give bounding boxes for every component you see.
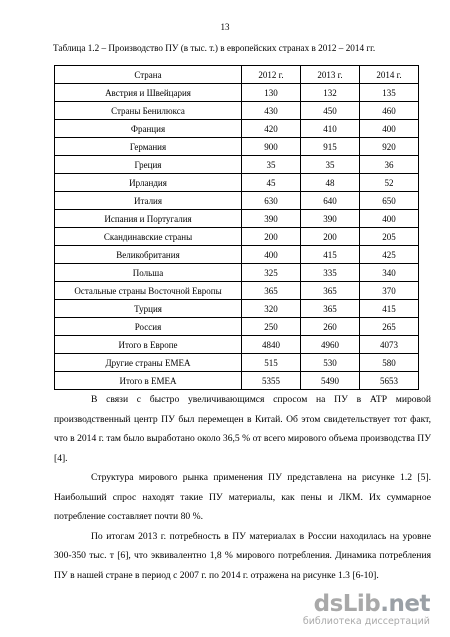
table-header-row — [55, 66, 419, 84]
table-cell-value: 580 — [360, 354, 419, 372]
table-cell-value: 390 — [242, 210, 301, 228]
table-cell-value: 335 — [301, 264, 360, 282]
table-row — [55, 210, 419, 228]
table-cell-country: Польша — [55, 264, 242, 282]
table-cell-value: 920 — [360, 138, 419, 156]
table-cell-value: 48 — [301, 174, 360, 192]
table-cell-value: 200 — [301, 228, 360, 246]
table-cell-value: 365 — [301, 282, 360, 300]
table-cell-country: Остальные страны Восточной Европы — [55, 282, 242, 300]
table-cell-value: 365 — [301, 300, 360, 318]
table-cell-value: 415 — [360, 300, 419, 318]
paragraph: Структура мирового рынка применения ПУ представлена на рисунке 1.2 [5]. Наибольший спрос находят такие ПУ материалы, как пены и ЛКМ. Их суммарное потребление составляет почти 80 %. — [54, 472, 431, 522]
watermark-logo — [303, 592, 430, 616]
table-cell-value: 135 — [360, 84, 419, 102]
table-row — [55, 318, 419, 336]
table-cell-value: 430 — [242, 102, 301, 120]
table-cell-country: Германия — [55, 138, 242, 156]
watermark — [303, 592, 430, 627]
table-body — [55, 84, 419, 390]
header-cell-2014: 2014 г. — [360, 66, 419, 84]
table-cell-value: 410 — [301, 120, 360, 138]
table-cell-value: 400 — [360, 120, 419, 138]
table-cell-value: 630 — [242, 192, 301, 210]
table-row — [55, 264, 419, 282]
table-cell-value: 650 — [360, 192, 419, 210]
table-row — [55, 192, 419, 210]
table-cell-country: Итого в Европе — [55, 336, 242, 354]
table-row — [55, 228, 419, 246]
table-cell-value: 365 — [242, 282, 301, 300]
table-cell-country: Греция — [55, 156, 242, 174]
table-cell-value: 265 — [360, 318, 419, 336]
body-text — [54, 390, 431, 585]
table-cell-value: 390 — [301, 210, 360, 228]
table-cell-value: 370 — [360, 282, 419, 300]
table-cell-value: 4073 — [360, 336, 419, 354]
table-cell-country: Австрия и Швейцария — [55, 84, 242, 102]
table-cell-value: 35 — [242, 156, 301, 174]
table-cell-value: 400 — [242, 246, 301, 264]
table-cell-value: 260 — [301, 318, 360, 336]
table-cell-value: 200 — [242, 228, 301, 246]
table-cell-value: 36 — [360, 156, 419, 174]
table-cell-country: Франция — [55, 120, 242, 138]
table-cell-value: 420 — [242, 120, 301, 138]
table-row — [55, 354, 419, 372]
table-cell-country: Скандинавские страны — [55, 228, 242, 246]
table-row — [55, 174, 419, 192]
table-cell-value: 400 — [360, 210, 419, 228]
header-cell-2013: 2013 г. — [301, 66, 360, 84]
table-cell-value: 450 — [301, 102, 360, 120]
table-row — [55, 336, 419, 354]
table-cell-country: Испания и Португалия — [55, 210, 242, 228]
table-cell-value: 5653 — [360, 372, 419, 390]
table-cell-country: Великобритания — [55, 246, 242, 264]
table-cell-country: Турция — [55, 300, 242, 318]
paragraph: В связи с быстро увеличивающимся спросом на ПУ в АТР мировой производственный центр ПУ был перемещен в Китай. Об этом свидетельствует тот факт, что в 2014 г. там было выработано около 36,5 % от всего мирового объема производства ПУ [4]. — [54, 394, 431, 464]
table-cell-value: 35 — [301, 156, 360, 174]
watermark-logo-main: dsLib — [313, 591, 381, 617]
table-cell-value: 5355 — [242, 372, 301, 390]
table-cell-value: 915 — [301, 138, 360, 156]
table-row — [55, 102, 419, 120]
table-row — [55, 138, 419, 156]
table-cell-value: 515 — [242, 354, 301, 372]
watermark-subtitle: библиотека диссертаций — [302, 616, 430, 627]
table-cell-value: 4840 — [242, 336, 301, 354]
table-cell-value: 415 — [301, 246, 360, 264]
paragraph: По итогам 2013 г. потребность в ПУ материалах в России находилась на уровне 300-350 тыс. т [6], что эквивалентно 1,8 % мирового потребления. Динамика потребления ПУ в нашей стране в период с 2007 г. по 2014 г. отражена на рисунке 1.3 [6-10]. — [54, 530, 431, 581]
table-cell-value: 250 — [242, 318, 301, 336]
table-row — [55, 282, 419, 300]
table-row — [55, 246, 419, 264]
table-cell-value: 130 — [242, 84, 301, 102]
table-row — [55, 372, 419, 390]
table-cell-value: 5490 — [301, 372, 360, 390]
table-cell-value: 425 — [360, 246, 419, 264]
table-row — [55, 300, 419, 318]
table-cell-value: 900 — [242, 138, 301, 156]
table-cell-value: 205 — [360, 228, 419, 246]
table-caption: Таблица 1.2 – Производство ПУ (в тыс. т.) в европейских странах в 2012 – 2014 гг. — [53, 43, 376, 53]
table-cell-country: Россия — [55, 318, 242, 336]
table-cell-value: 132 — [301, 84, 360, 102]
table-cell-value: 45 — [242, 174, 301, 192]
table-cell-value: 640 — [301, 192, 360, 210]
table-row — [55, 156, 419, 174]
table-cell-country: Италия — [55, 192, 242, 210]
table-cell-country: Страны Бенилюкса — [55, 102, 242, 120]
header-cell-2012: 2012 г. — [242, 66, 301, 84]
table-cell-value: 460 — [360, 102, 419, 120]
table-cell-value: 340 — [360, 264, 419, 282]
table-cell-value: 320 — [242, 300, 301, 318]
table-cell-value: 325 — [242, 264, 301, 282]
table-cell-value: 4960 — [301, 336, 360, 354]
header-cell-country: Страна — [55, 66, 242, 84]
table-cell-value: 530 — [301, 354, 360, 372]
table-cell-country: Другие страны EMEA — [55, 354, 242, 372]
watermark-logo-tld: .net — [380, 591, 430, 617]
table-row — [55, 84, 419, 102]
production-table — [54, 65, 419, 390]
table-cell-country: Итого в EMEA — [55, 372, 242, 390]
table-cell-country: Ирландия — [55, 174, 242, 192]
table-row — [55, 120, 419, 138]
page-number: 13 — [220, 22, 230, 32]
table-cell-value: 52 — [360, 174, 419, 192]
